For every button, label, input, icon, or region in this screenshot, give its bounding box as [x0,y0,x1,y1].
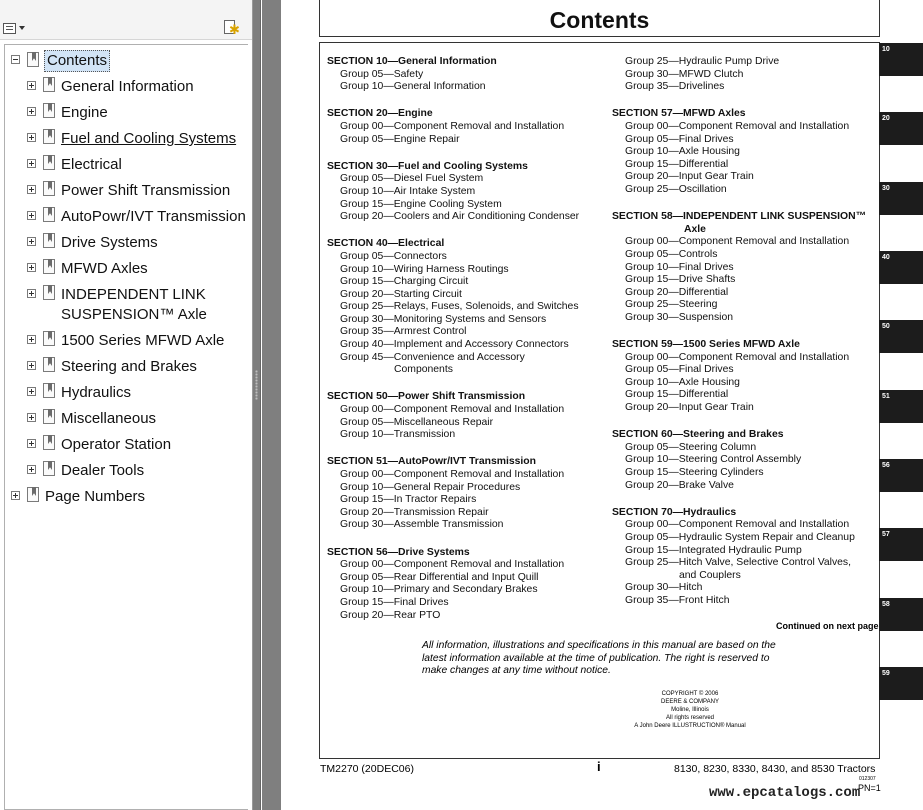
group-link[interactable]: Group 15—Steering Cylinders [625,467,764,478]
group-link-continuation[interactable]: Components [394,364,453,376]
group-link[interactable]: Group 10—Transmission [340,429,456,441]
section-heading: SECTION 56—Drive Systems [327,546,470,558]
expand-toggle[interactable] [27,361,36,370]
section-block [327,238,617,377]
section-tab[interactable]: 40 [879,251,923,284]
bookmark-icon [43,77,55,92]
section-heading: SECTION 20—Engine [327,108,433,120]
bookmark-label: Engine [61,104,108,121]
bookmark-icon [43,233,55,248]
section-tab[interactable]: 30 [879,182,923,215]
expand-toggle[interactable] [27,185,36,194]
watermark-text: www.epcatalogs.com [709,785,861,801]
expand-toggle[interactable] [27,237,36,246]
copyright-line: DEERE & COMPANY [661,699,719,705]
page-title: Contents [549,7,650,33]
group-link[interactable]: Group 05—Diesel Fuel System [340,173,484,185]
group-link[interactable]: Group 05—Final Drives [625,364,734,376]
expand-toggle[interactable] [27,159,36,168]
group-link[interactable]: Group 05—Controls [625,248,718,260]
group-link[interactable]: Group 00—Component Removal and Installation [625,351,850,363]
section-tab[interactable]: 51 [879,390,923,423]
star-icon: ✱ [229,22,240,37]
bookmark-icon [43,461,55,476]
copyright-line: A John Deere ILLUSTRUCTION® Manual [634,723,746,729]
bookmark-icon [27,487,39,502]
expand-toggle[interactable] [27,465,36,474]
bookmark-icon [43,357,55,372]
bookmark-label: General Information [61,78,194,95]
group-link[interactable]: Group 20—Brake Valve [625,479,734,491]
group-link-continuation[interactable]: and Couplers [679,569,741,581]
section-block [612,339,877,415]
bookmark-tree [4,44,248,810]
chevron-down-icon [19,26,25,30]
section-heading-line2: Axle [684,223,706,235]
group-link[interactable]: Group 15—Differential [625,158,729,170]
group-link[interactable]: Group 00—Component Removal and Installation [625,236,850,248]
bookmark-icon [43,259,55,274]
title-frame [319,0,880,37]
group-link[interactable]: Group 10—General Repair Procedures [340,481,521,493]
bookmark-label: Power Shift Transmission [61,182,231,199]
section-block [612,211,877,324]
group-link[interactable]: Group 30—Hitch [625,582,703,594]
section-heading: SECTION 50—Power Shift Transmission [327,391,526,403]
group-link[interactable]: Group 00—Component Removal and Installation [625,519,850,531]
group-link[interactable]: Group 00—Component Removal and Installation [625,120,850,132]
section-heading: SECTION 30—Fuel and Cooling Systems [327,160,528,172]
section-heading: SECTION 59—1500 Series MFWD Axle [612,339,800,351]
group-link[interactable]: Group 30—Suspension [625,311,734,323]
group-link[interactable]: Group 05—Hydraulic System Repair and Cleanup [625,531,855,543]
bookmark-label: Drive Systems [61,234,158,251]
section-block [612,507,877,608]
group-link[interactable]: Group 40—Implement and Accessory Connectors [340,339,569,351]
section-heading: SECTION 40—Electrical [327,238,445,250]
group-link[interactable]: Group 10—Air Intake System [340,185,476,197]
group-link[interactable]: Group 20—Transmission Repair [340,506,489,518]
group-link[interactable]: Group 35—Armrest Control [340,326,467,338]
group-link[interactable]: Group 10—Steering Control Assembly [625,454,802,466]
section-heading: SECTION 70—Hydraulics [612,506,737,518]
group-link[interactable]: Group 15—Drive Shafts [625,274,736,286]
bookmark-label: Fuel and Cooling Systems [61,130,237,147]
section-block [327,391,617,441]
group-link[interactable]: Group 05—Rear Differential and Input Quill [340,571,539,583]
group-link[interactable]: Group 25—Relays, Fuses, Solenoids, and Switches [340,301,579,313]
section-tab[interactable]: 10 [879,43,923,76]
expand-toggle[interactable] [11,491,20,500]
section-tab[interactable]: 56 [879,459,923,492]
group-link[interactable]: Group 20—Differential [625,286,729,298]
section-heading: SECTION 58—INDEPENDENT LINK SUSPENSION™ [612,211,867,223]
bookmark-icon [43,331,55,346]
section-heading: SECTION 57—MFWD Axles [612,108,746,120]
expand-toggle[interactable] [27,439,36,448]
expand-toggle[interactable] [27,413,36,422]
contents-left-column [327,56,617,637]
copyright-block [630,690,750,730]
group-link[interactable]: Group 15—Charging Circuit [340,276,469,288]
group-link[interactable]: Group 20—Input Gear Train [625,171,754,183]
expand-toggle[interactable] [27,263,36,272]
contents-frame [319,42,880,759]
footer-models: 8130, 8230, 8330, 8430, and 8530 Tractors [674,763,876,775]
section-tab[interactable]: 58 [879,598,923,631]
options-menu-button[interactable] [3,19,29,37]
group-link[interactable]: Group 10—Axle Housing [625,376,740,388]
section-block [612,108,877,196]
bookmark-label: Hydraulics [61,384,132,401]
group-link[interactable]: Group 35—Drivelines [625,81,725,93]
section-tab[interactable]: 20 [879,112,923,145]
group-link[interactable]: Group 25—Steering [625,299,718,311]
group-link[interactable]: Group 10—General Information [340,81,486,93]
bookmark-label: INDEPENDENT LINK [61,286,206,303]
bookmark-icon [43,181,55,196]
group-link[interactable]: Group 25—Oscillation [625,183,727,195]
bookmark-label: MFWD Axles [61,260,148,277]
splitter-grip[interactable] [255,370,258,400]
contents-right-column [612,56,877,622]
section-block [327,161,617,224]
group-link[interactable]: Group 05—Connectors [340,250,447,262]
bookmarks-toolbar [0,0,252,40]
expand-toggle[interactable] [27,81,36,90]
bookmark-icon [43,383,55,398]
expand-toggle[interactable] [27,387,36,396]
bookmark-icon [43,155,55,170]
group-link[interactable]: Group 05—Engine Repair [340,133,460,145]
document-page [281,0,923,810]
section-block-continued [612,56,877,94]
group-link[interactable]: Group 10—Primary and Secondary Brakes [340,584,538,596]
bookmark-label: AutoPowr/IVT Transmission [61,208,246,225]
section-block [327,456,617,532]
group-link[interactable]: Group 05—Steering Column [625,441,757,453]
footer-code: 012307 [859,776,876,782]
section-block [327,108,617,146]
expand-bookmark-button[interactable] [222,19,240,37]
bookmark-icon [43,207,55,222]
collapse-toggle[interactable] [11,55,20,64]
group-link[interactable]: Group 05—Final Drives [625,133,734,145]
section-block [327,56,617,94]
group-link[interactable]: Group 30—Monitoring Systems and Sensors [340,313,547,325]
section-heading: SECTION 10—General Information [327,56,497,67]
bookmark-label: 1500 Series MFWD Axle [61,332,225,349]
bookmark-icon [27,52,39,67]
group-link[interactable]: Group 00—Component Removal and Installation [340,469,565,480]
section-block [612,429,877,492]
expand-toggle[interactable] [27,107,36,116]
footer-page-number: i [597,759,601,774]
group-link[interactable]: Group 10—Axle Housing [625,146,740,158]
disclaimer-text: All information, illustrations and specifications in this manual are based on the latest information available at the time of publication. The right is reserved to make changes at any time without notice. [422,640,776,677]
bookmark-icon [43,103,55,118]
panel-splitter[interactable] [253,0,261,810]
group-link[interactable]: Group 00—Component Removal and Installation [340,404,565,416]
group-link[interactable]: Group 00—Component Removal and Installation [340,120,565,132]
group-link[interactable]: Group 05—Safety [340,68,424,80]
group-link[interactable]: Group 15—Final Drives [340,596,449,608]
group-link[interactable]: Group 20—Input Gear Train [625,402,754,414]
copyright-line: All rights reserved [665,715,715,721]
footer-pn: PN=1 [858,783,881,793]
expand-toggle[interactable] [27,335,36,344]
group-link[interactable]: Group 45—Convenience and Accessory [340,351,525,363]
copyright-line: COPYRIGHT © 2006 [661,691,719,697]
group-link[interactable]: Group 15—Integrated Hydraulic Pump [625,544,802,556]
group-link[interactable]: Group 10—Wiring Harness Routings [340,263,509,275]
group-link[interactable]: Group 15—In Tractor Repairs [340,494,477,506]
group-link[interactable]: Group 20—Rear PTO [340,609,441,621]
bookmark-label: Dealer Tools [61,462,145,479]
footer-manual-id: TM2270 (20DEC06) [320,763,414,775]
section-heading: SECTION 51—AutoPowr/IVT Transmission [327,456,537,468]
group-link[interactable]: Group 35—Front Hitch [625,594,730,606]
group-link[interactable]: Group 25—Hitch Valve, Selective Control Valves, [625,557,852,569]
group-link[interactable]: Group 15—Differential [625,389,729,401]
options-icon [3,23,16,34]
bookmark-label: Electrical [61,156,122,173]
group-link[interactable]: Group 20—Coolers and Air Conditioning Condenser [340,211,580,223]
bookmark-label: Page Numbers [45,488,146,505]
bookmarks-panel [0,0,253,810]
bookmark-label: Steering and Brakes [61,358,197,375]
bookmark-label-line2: SUSPENSION™ Axle [61,306,207,323]
group-link[interactable]: Group 20—Starting Circuit [340,288,462,300]
group-link[interactable]: Group 05—Miscellaneous Repair [340,416,494,428]
copyright-line: Moline, Illinois [671,707,709,713]
expand-toggle[interactable] [27,133,36,142]
expand-toggle[interactable] [27,211,36,220]
group-link[interactable]: Group 30—Assemble Transmission [340,519,504,531]
group-link[interactable]: Group 15—Engine Cooling System [340,198,502,210]
bookmark-icon [43,129,55,144]
section-tab[interactable]: 50 [879,320,923,353]
bookmark-icon [43,285,55,300]
section-heading: SECTION 60—Steering and Brakes [612,429,784,441]
group-link[interactable]: Group 30—MFWD Clutch [625,68,744,80]
group-link[interactable]: Group 00—Component Removal and Installation [340,559,565,571]
bookmark-icon [43,409,55,424]
expand-toggle[interactable] [27,289,36,298]
group-link[interactable]: Group 10—Final Drives [625,261,734,273]
continued-note: Continued on next page [776,621,879,631]
section-tab[interactable]: 59 [879,667,923,700]
group-link[interactable]: Group 25—Hydraulic Pump Drive [625,56,780,67]
section-block [327,547,617,623]
bookmark-label: Contents [44,50,110,72]
bookmark-label: Miscellaneous [61,410,157,427]
bookmark-label: Operator Station [61,436,172,453]
bookmark-icon [43,435,55,450]
section-tab[interactable]: 57 [879,528,923,561]
